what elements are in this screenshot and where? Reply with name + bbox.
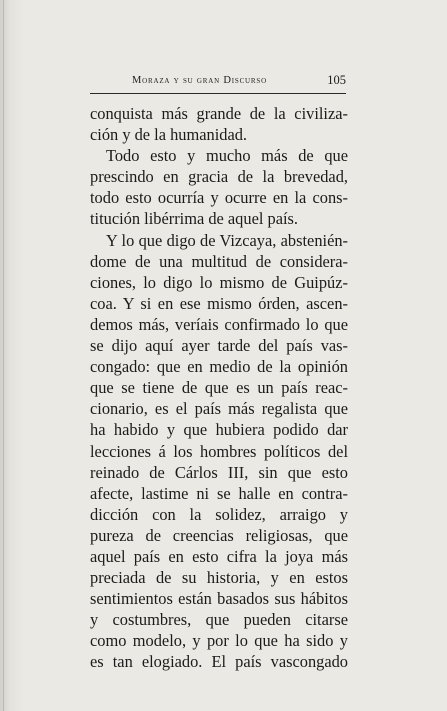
text-line: como modelo, y por lo que ha sido y: [90, 631, 348, 651]
text-line: conquista más grande de la civiliza-: [90, 104, 348, 123]
text-line: Y lo que digo de Vizcaya, abstenién-: [106, 230, 348, 250]
text-line: aquel país en esto cifra la joya más: [90, 546, 348, 566]
text-line: demos más, veríais confirmado lo que: [90, 314, 348, 334]
binding-edge: [3, 0, 4, 711]
text-line: prescindo en gracia de la brevedad,: [90, 167, 348, 187]
text-line: sentimientos están basados sus hábitos: [90, 589, 348, 609]
text-line: coa. Y si en ese mismo órden, ascen-: [90, 293, 348, 313]
text-line: que se tiene de que es un país reac-: [90, 378, 348, 398]
text-line: congado: que en medio de la opinión: [90, 357, 348, 377]
page-number: 105: [327, 73, 346, 87]
text-line: ción y de la humanidad.: [90, 125, 248, 145]
page-header: [90, 73, 346, 89]
text-line: ciones, lo digo lo mismo de Guipúz-: [90, 272, 348, 292]
text-line: todo esto ocurría y ocurre en la cons-: [90, 188, 348, 208]
text-line: es tan elogiado. El país vascongado: [90, 652, 348, 672]
running-title: Moraza y su gran Discurso: [132, 75, 267, 86]
text-line: cionario, es el país más regalista que: [90, 399, 348, 419]
text-line: dicción con la solidez, arraigo y: [90, 504, 348, 524]
text-line: y costumbres, que pueden citarse: [90, 610, 348, 630]
text-line: afecte, lastime ni se halle en contra-: [90, 483, 348, 503]
text-line: Todo esto y mucho más de que: [106, 146, 348, 166]
header-rule: [90, 93, 346, 94]
text-line: reinado de Cárlos III, sin que esto: [90, 462, 348, 482]
text-line: preciada de su historia, y en estos: [90, 568, 348, 588]
text-line: dome de una multitud de considera-: [90, 251, 348, 271]
text-line: ha habido y que hubiera podido dar: [90, 420, 348, 440]
text-line: pureza de creencias religiosas, que: [90, 525, 348, 545]
text-line: titución libérrima de aquel país.: [90, 209, 299, 229]
text-line: lecciones á los hombres políticos del: [90, 441, 348, 461]
text-line: se dijo aquí ayer tarde del país vas-: [90, 336, 348, 356]
body-text: [90, 103, 348, 673]
